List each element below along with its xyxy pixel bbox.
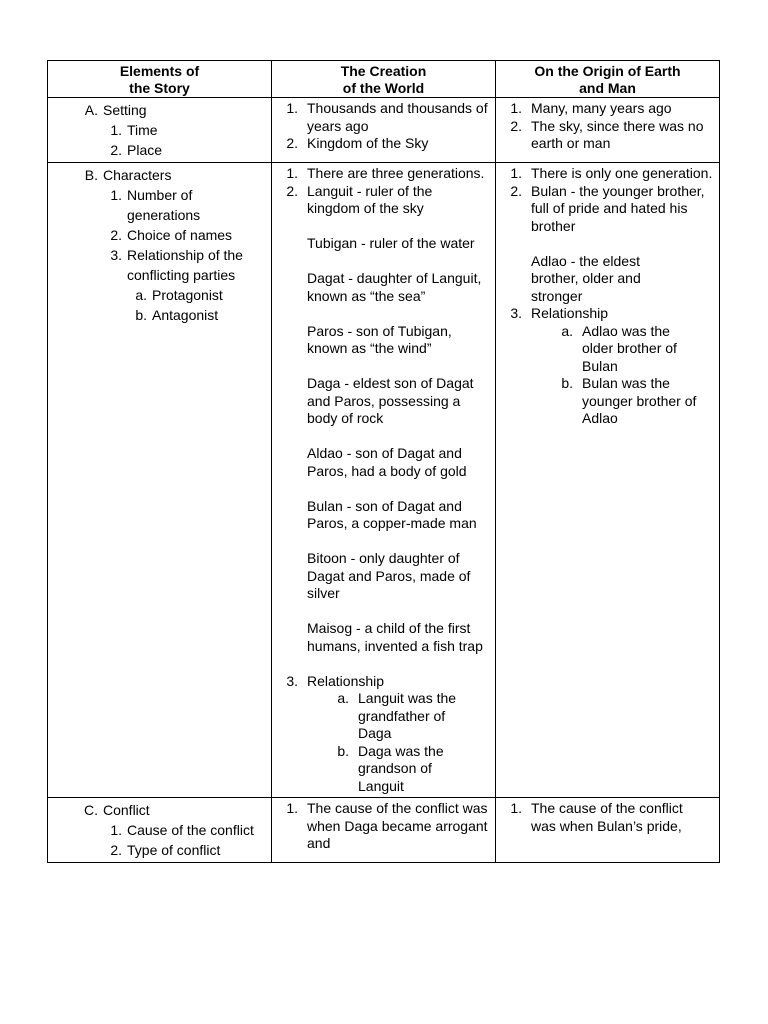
character-description: Tubigan - ruler of the water bbox=[307, 235, 475, 251]
outline-item: 2. Type of conflict bbox=[110, 842, 221, 858]
comparison-table bbox=[47, 60, 720, 863]
outline-item: 2. Place bbox=[110, 142, 163, 158]
outline-item: 3. Relationship of the conflicting parties bbox=[110, 247, 243, 283]
list-item: 1. The cause of the conflict was when Daga became arrogant and bbox=[286, 800, 488, 851]
character-description: Daga - eldest son of Dagat and Paros, possessing a body of rock bbox=[307, 375, 474, 426]
conflict-origin-cell bbox=[496, 798, 720, 863]
list-item: 1. The cause of the conflict was when Bulan’s pride, bbox=[510, 800, 683, 834]
header-elements: Elements of the Story bbox=[48, 61, 272, 98]
outline-subitem: b. Antagonist bbox=[135, 307, 219, 323]
conflict-row bbox=[48, 798, 720, 863]
characters-elements-cell bbox=[48, 163, 272, 798]
outline-item: 1. Number of generations bbox=[110, 187, 201, 223]
outline-heading: B. Characters bbox=[84, 167, 172, 183]
list-item: 1. Many, many years ago bbox=[510, 100, 672, 116]
list-item: 1. There are three generations. bbox=[286, 165, 485, 181]
list-item: 3. Relationship bbox=[510, 305, 609, 321]
setting-creation-cell bbox=[272, 98, 496, 163]
characters-row bbox=[48, 163, 720, 798]
outline-item: 2. Choice of names bbox=[110, 227, 233, 243]
list-item: 1. Thousands and thousands of years ago bbox=[286, 100, 488, 134]
list-item: 2. Kingdom of the Sky bbox=[286, 135, 429, 151]
character-description: Adlao - the eldest brother, older and stronger bbox=[531, 252, 641, 304]
list-item: 1. There is only one generation. bbox=[510, 165, 713, 181]
outline-item: 1. Cause of the conflict bbox=[110, 822, 254, 838]
character-description: Bitoon - only daughter of Dagat and Paros, made of silver bbox=[307, 550, 471, 601]
character-description: Aldao - son of Dagat and Paros, had a body of gold bbox=[307, 445, 467, 479]
outline-subitem: a. Protagonist bbox=[135, 287, 223, 303]
character-description: Maisog - a child of the first humans, invented a fish trap bbox=[307, 620, 483, 654]
character-description: Paros - son of Tubigan, known as “the wind” bbox=[307, 322, 452, 356]
character-description: Dagat - daughter of Languit, known as “the sea” bbox=[307, 270, 482, 304]
outline-heading: A. Setting bbox=[84, 102, 147, 118]
header-creation: The Creation of the World bbox=[272, 61, 496, 98]
header-origin: On the Origin of Earth and Man bbox=[496, 61, 720, 98]
characters-creation-cell bbox=[272, 163, 496, 798]
list-subitem: a. Languit was the grandfather of Daga bbox=[337, 690, 457, 741]
outline-item: 1. Time bbox=[110, 122, 158, 138]
character-description: Bulan - son of Dagat and Paros, a copper-made man bbox=[307, 497, 477, 531]
list-item: 2. Bulan - the younger brother, full of pride and hated his brother bbox=[510, 182, 705, 234]
setting-elements-cell bbox=[48, 98, 272, 163]
setting-origin-cell bbox=[496, 98, 720, 163]
list-subitem: a. Adlao was the older brother of Bulan bbox=[561, 322, 677, 374]
list-item: 2. The sky, since there was no earth or man bbox=[510, 117, 704, 151]
header-row bbox=[48, 61, 720, 98]
characters-origin-cell bbox=[496, 163, 720, 798]
list-subitem: b. Daga was the grandson of Languit bbox=[337, 742, 444, 794]
list-item: 3. Relationship bbox=[286, 672, 385, 689]
list-subitem: b. Bulan was the younger brother of Adlao bbox=[561, 375, 697, 426]
conflict-creation-cell bbox=[272, 798, 496, 863]
list-item: 2. Languit - ruler of the kingdom of the sky bbox=[286, 182, 433, 216]
setting-row bbox=[48, 98, 720, 163]
outline-heading: C. Conflict bbox=[84, 802, 150, 818]
conflict-elements-cell bbox=[48, 798, 272, 863]
